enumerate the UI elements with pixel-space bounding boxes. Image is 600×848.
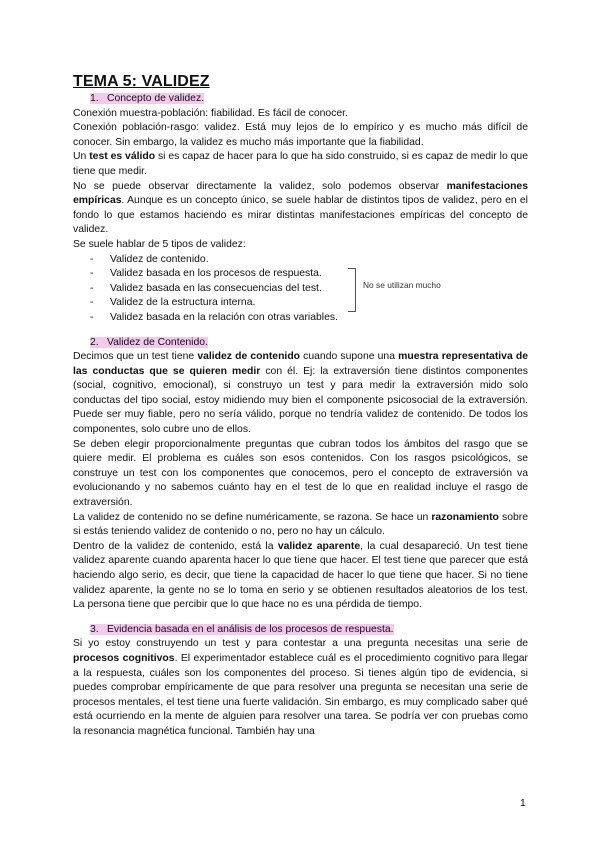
section-heading-1 bbox=[73, 92, 528, 107]
page-title: TEMA 5: VALIDEZ bbox=[73, 73, 210, 90]
section-label: Evidencia basada en el análisis de los procesos de respuesta. bbox=[107, 623, 394, 635]
section-heading-2 bbox=[73, 336, 528, 351]
paragraph: La validez de contenido no se define numéricamente, se razona. Se hace un razonamiento sobre si estás teniendo validez de contenido o no, pero no hay un cálculo. bbox=[73, 511, 528, 538]
section-heading-3 bbox=[73, 623, 528, 638]
list-item: - Validez basada en los procesos de respuesta. bbox=[90, 267, 528, 282]
paragraph: No se puede observar directamente la validez, solo podemos observar manifestaciones empíricas. Aunque es un concepto único, se suele hablar de distintos tipos de validez, pero en el fondo lo que estamos haciendo es mirar distintas manifestaciones empíricas del concepto de validez. bbox=[73, 180, 528, 236]
paragraph: Se deben elegir proporcionalmente preguntas que cubran todos los ámbitos del rasgo que se quiere medir. El problema es cuáles son esos contenidos. Con los rasgos psicológicos, se construye un test con los componentes que conocemos, pero el concepto de extraversión va evolucionando y no sabemos cuánto hay en el test de lo que en realidad incluye el rasgo de extraversión. bbox=[73, 438, 528, 509]
list-item: - Validez de la estructura interna. bbox=[90, 296, 528, 311]
list-item: - Validez basada en la relación con otras variables. bbox=[90, 311, 528, 326]
section-label: Validez de Contenido. bbox=[107, 336, 208, 348]
paragraph: Dentro de la validez de contenido, está la validez aparente, la cual desapareció. Un test tiene validez aparente cuando aparenta hacer lo que tiene que hacer. El test tiene que parecer que está haciendo algo serio, es decir, que tiene la capacidad de hacer lo que tiene que hacer. Si no tiene validez aparente, la gente no se lo toma en serio y se obtienen resultados aleatorios de los test. La persona tiene que percibir que lo que hace no es una pérdida de tiempo. bbox=[73, 540, 529, 611]
paragraph: Un test es válido si es capaz de hacer para lo que ha sido construido, si es capaz de medir lo que tiene que medir. bbox=[73, 151, 528, 177]
section-label: Concepto de validez. bbox=[107, 93, 205, 104]
paragraph: Decimos que un test tiene validez de contenido cuando supone una muestra representativa de las conductas que se quieren medir con él. Ej: la extraversión tiene distintos componentes (social, cognitivo, emocional), si construyo un test y para medir la extraversión mido solo conductas del tipo social, estoy midiendo muy bien el componente psicosocial de la extraversión. Puede ser muy fiable, pero no sería válido, porque no tendría validez de contenido. De todos los componentes, solo cubre uno de ellos. bbox=[73, 351, 529, 436]
list-item: - Validez de contenido. bbox=[90, 253, 528, 268]
paragraph: Conexión población-rasgo: validez. Está muy lejos de lo empírico y es mucho más difícil de conocer. Sin embargo, la validez es mucho más importante que la fiabilidad. bbox=[73, 122, 528, 148]
page-number: 1 bbox=[520, 798, 526, 809]
bracket-mark bbox=[348, 268, 356, 312]
paragraph: Si yo estoy construyendo un test y para contestar a una pregunta necesitas una serie de procesos cognitivos. El experimentador establece cuál es el procedimiento cognitivo para llegar a la respuesta, cuáles son los componentes del proceso. Si tienes algún tipo de evidencia, si puedes comprobar empíricamente de que para resolver una pregunta se necesitan una serie de procesos mentales, el test tiene una fuerte validación. Sin embargo, es muy complicado saber qué está ocurriendo en la mente de alguien para resolver una tarea. Se podría ver con pruebas como la resonancia magnética funcional. También hay una bbox=[73, 638, 528, 737]
section-number: 1. bbox=[90, 93, 99, 104]
paragraph: Se suele hablar de 5 tipos de validez: bbox=[73, 238, 246, 250]
section-number: 3. bbox=[90, 623, 99, 635]
document-page bbox=[73, 72, 528, 740]
bracket-annotation: No se utilizan mucho bbox=[363, 279, 441, 290]
validity-types-list bbox=[73, 253, 528, 326]
section-number: 2. bbox=[90, 336, 99, 348]
list-item: - Validez basada en las consecuencias del test. bbox=[90, 282, 528, 297]
paragraph: Conexión muestra-población: fiabilidad. Es fácil de conocer. bbox=[73, 107, 348, 119]
